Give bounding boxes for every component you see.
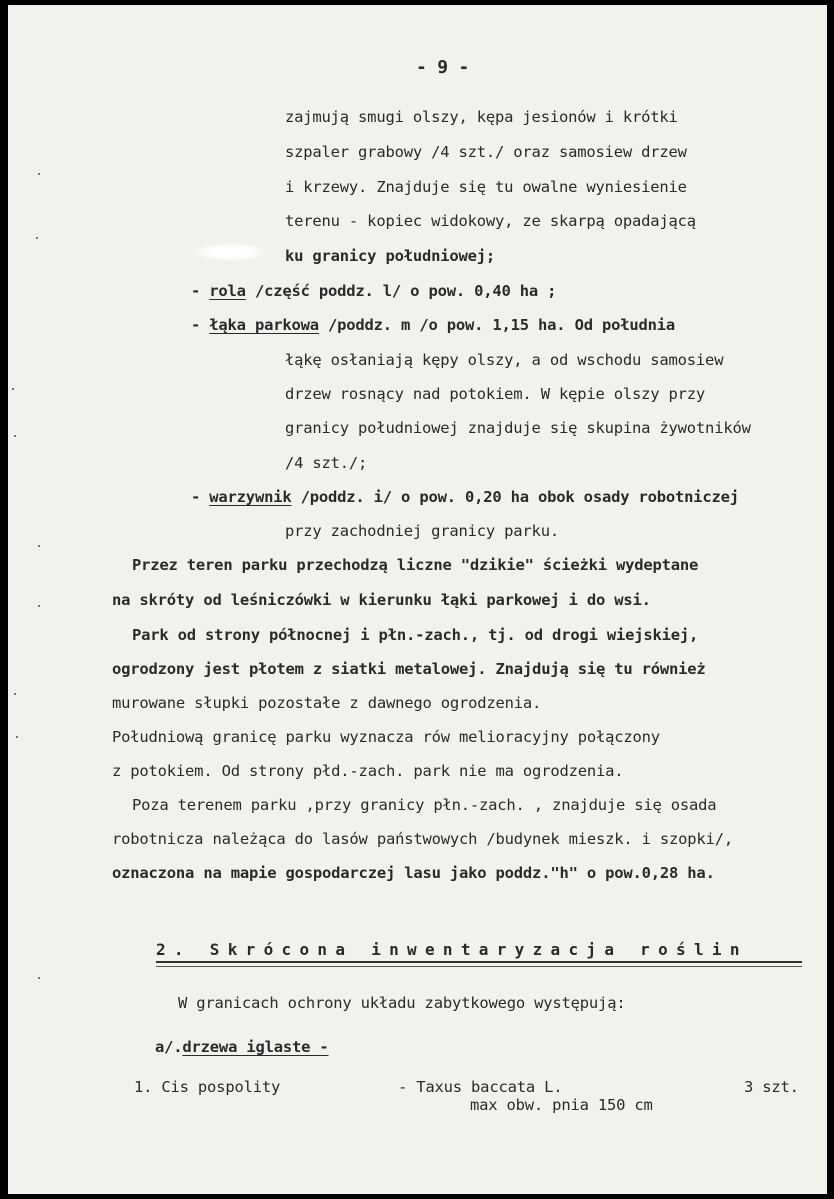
heading-underline (156, 966, 802, 967)
paragraph-line: Południową granicę parku wyznacza rów melioracyjny połączony (112, 728, 660, 746)
paragraph-line: Przez teren parku przechodzą liczne "dzikie" ścieżki wydeptane (132, 556, 699, 574)
text-line: drzew rosnący nad potokiem. W kępie olszy przy (285, 385, 706, 403)
subsection-heading (155, 1038, 329, 1056)
list-item-laka (191, 316, 675, 334)
paragraph-line: Poza terenem parku ,przy granicy płn.-zach. , znajduje się osada (132, 796, 717, 814)
margin-mark (36, 237, 38, 239)
entry-latin: - Taxus baccata L. (398, 1078, 563, 1096)
paragraph-line: Park od strony północnej i płn.-zach., tj. od drogi wiejskiej, (132, 626, 699, 644)
margin-mark (38, 605, 40, 607)
text-line: szpaler grabowy /4 szt./ oraz samosiew drzew (285, 143, 687, 161)
entry-detail: max obw. pnia 150 cm (470, 1096, 653, 1114)
paragraph-line: z potokiem. Od strony płd.-zach. park nie ma ogrodzenia. (112, 762, 624, 780)
paragraph-line: robotnicza należąca do lasów państwowych /budynek mieszk. i szopki/, (112, 830, 733, 848)
text-line: zajmują smugi olszy, kępa jesionów i krótki (285, 108, 678, 126)
list-item-rola (191, 282, 556, 300)
list-dash: - (191, 488, 201, 506)
text-line: łąkę osłaniają kępy olszy, a od wschodu samosiew (285, 351, 724, 369)
subsection-term: drzewa iglaste - (182, 1038, 329, 1056)
subsection-prefix: a/. (155, 1038, 183, 1056)
paragraph-line: na skróty od leśniczówki w kierunku łąki parkowej i do wsi. (112, 591, 651, 609)
list-text: /poddz. i/ o pow. 0,20 ha obok osady robotniczej (291, 488, 739, 506)
paragraph-line: ogrodzony jest płotem z siatki metalowej. Znajdują się tu również (112, 660, 706, 678)
margin-mark (16, 736, 18, 738)
paragraph-line: murowane słupki pozostałe z dawnego ogrodzenia. (112, 694, 542, 712)
margin-mark (38, 545, 40, 547)
list-dash: - (191, 316, 201, 334)
margin-mark (14, 435, 16, 437)
margin-mark (38, 173, 40, 175)
margin-mark (38, 977, 40, 979)
section-intro: W granicach ochrony układu zabytkowego występują: (178, 994, 626, 1012)
margin-mark (14, 693, 16, 695)
heading-underline (156, 961, 802, 963)
text-line: przy zachodniej granicy parku. (285, 522, 559, 540)
list-term: łąka parkowa (209, 316, 319, 334)
list-term: rola (209, 282, 246, 300)
text-line: i krzewy. Znajduje się tu owalne wyniesienie (285, 178, 687, 196)
margin-mark (12, 388, 14, 390)
paper-smudge (194, 243, 266, 261)
paragraph-line: oznaczona na mapie gospodarczej lasu jako poddz."h" o pow.0,28 ha. (112, 864, 715, 882)
section-heading: 2. Skrócona inwentaryzacja roślin (156, 940, 748, 959)
entry-count: 3 szt. (744, 1078, 799, 1096)
text-line: ku granicy południowej; (285, 247, 496, 265)
document-page (8, 5, 827, 1194)
page-number: - 9 - (416, 57, 470, 78)
text-line: terenu - kopiec widokowy, ze skarpą opadającą (285, 212, 696, 230)
text-line: granicy południowej znajduje się skupina żywotników (285, 419, 751, 437)
list-text: /poddz. m /o pow. 1,15 ha. Od południa (318, 316, 676, 334)
entry-name: 1. Cis pospolity (134, 1078, 281, 1096)
list-item-warzywnik (191, 488, 739, 506)
text-line: /4 szt./; (285, 454, 368, 472)
list-text: /część poddz. l/ o pow. 0,40 ha ; (245, 282, 557, 300)
list-term: warzywnik (209, 488, 292, 506)
list-dash: - (191, 282, 201, 300)
